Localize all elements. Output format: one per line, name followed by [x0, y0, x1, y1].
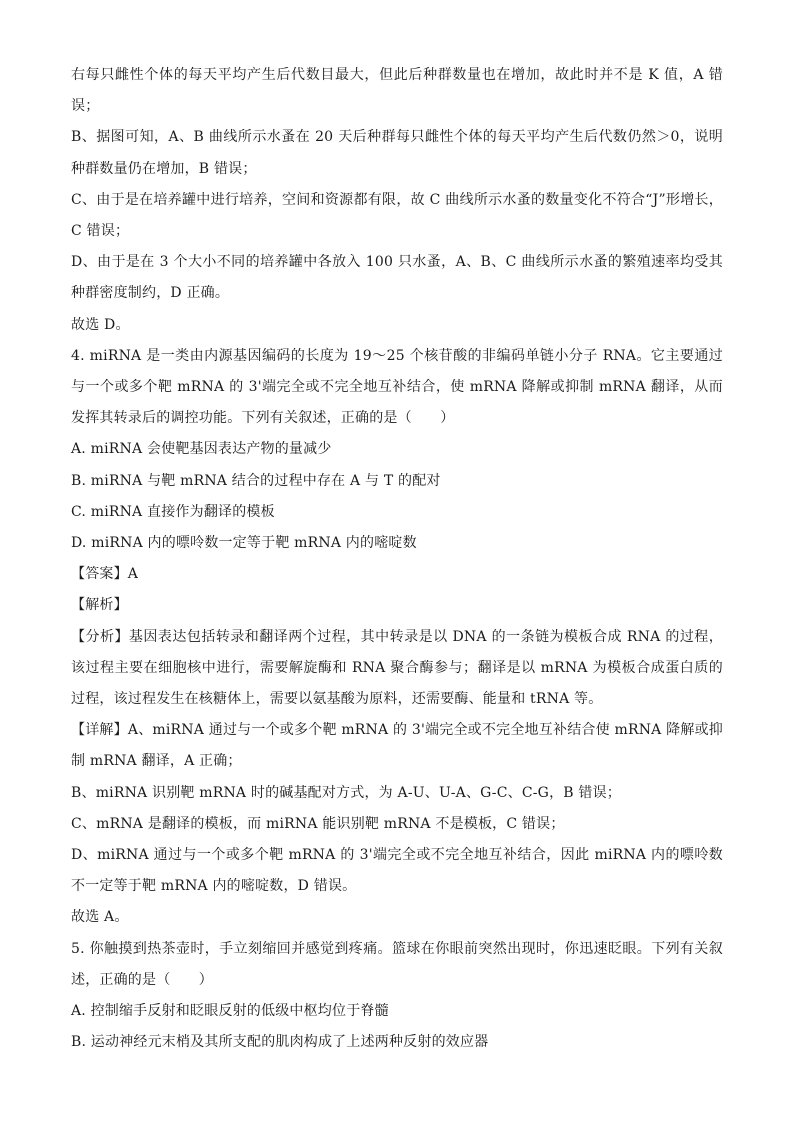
question-4-option-d: D. miRNA 内的嘌呤数一定等于靶 mRNA 内的嘧啶数	[71, 535, 417, 552]
question-5-option-a: A. 控制缩手反射和眨眼反射的低级中枢均位于脊髓	[71, 1003, 389, 1020]
question-5-option-b: B. 运动神经元末梢及其所支配的肌肉构成了上述两种反射的效应器	[71, 1034, 489, 1051]
prev-answer-line-c: C、由于是在培养罐中进行培养，空间和资源都有限，故 C 曲线所示水蚤的数量变化不符合“J”形增长，C 错误；	[71, 191, 723, 240]
question-5-stem: 5. 你触摸到热茶壶时，手立刻缩回并感觉到疼痛。篮球在你眼前突然出现时，你迅速眨眼。下列有关叙述，正确的是（ ）	[71, 940, 723, 988]
question-4-detail-b: B、miRNA 识别靶 mRNA 时的碱基配对方式，为 A-U、U-A、G-C、C-G，B 错误；	[71, 784, 622, 801]
prev-choice: 故选 D。	[71, 316, 130, 333]
question-4-analysis: 【分析】基因表达包括转录和翻译两个过程，其中转录是以 DNA 的一条链为模板合成 RNA 的过程，该过程主要在细胞核中进行，需要解旋酶和 RNA 聚合酶参与；翻译是以 mRNA 为模板合成蛋白质的过程，该过程发生在核糖体上，需要以氨基酸为原料，还需要酶、能量和 tRNA 等。	[71, 628, 723, 708]
question-4-answer: 【答案】A	[71, 566, 139, 583]
prev-answer-line-b: B、据图可知，A、B 曲线所示水蚤在 20 天后种群每只雌性个体的每天平均产生后代数仍然＞0，说明种群数量仍在增加，B 错误；	[71, 129, 723, 177]
prev-answer-line-d: D、由于是在 3 个大小不同的培养罐中各放入 100 只水蚤，A、B、C 曲线所示水蚤的繁殖速率均受其种群密度制约，D 正确。	[71, 254, 723, 302]
question-4-detail-a: 【详解】A、miRNA 通过与一个或多个靶 mRNA 的 3'端完全或不完全地互补结合使 mRNA 降解或抑制 mRNA 翻译，A 正确；	[71, 722, 723, 770]
prev-answer-line-a: 右每只雌性个体的每天平均产生后代数目最大，但此后种群数量也在增加，故此时并不是 K 值，A 错误；	[71, 67, 723, 115]
document-page	[71, 60, 723, 1059]
question-4-option-b: B. miRNA 与靶 mRNA 结合的过程中存在 A 与 T 的配对	[71, 472, 441, 489]
question-4-option-a: A. miRNA 会使靶基因表达产物的量减少	[71, 441, 332, 458]
question-4-detail-c: C、mRNA 是翻译的模板，而 miRNA 能识别靶 mRNA 不是模板，C 错误；	[71, 815, 565, 832]
question-4-analysis-header: 【解析】	[71, 597, 128, 614]
question-4-option-c: C. miRNA 直接作为翻译的模板	[71, 503, 275, 520]
question-4-choice: 故选 A。	[71, 909, 129, 926]
question-4-stem: 4. miRNA 是一类由内源基因编码的长度为 19～25 个核苷酸的非编码单链小分子 RNA。它主要通过与一个或多个靶 mRNA 的 3'端完全或不完全地互补结合，使 mRNA 降解或抑制 mRNA 翻译，从而发挥其转录后的调控功能。下列有关叙述，正确的是（ ）	[71, 347, 723, 427]
question-4-detail-d: D、miRNA 通过与一个或多个靶 mRNA 的 3'端完全或不完全地互补结合，因此 miRNA 内的嘌呤数不一定等于靶 mRNA 内的嘧啶数，D 错误。	[71, 847, 723, 895]
